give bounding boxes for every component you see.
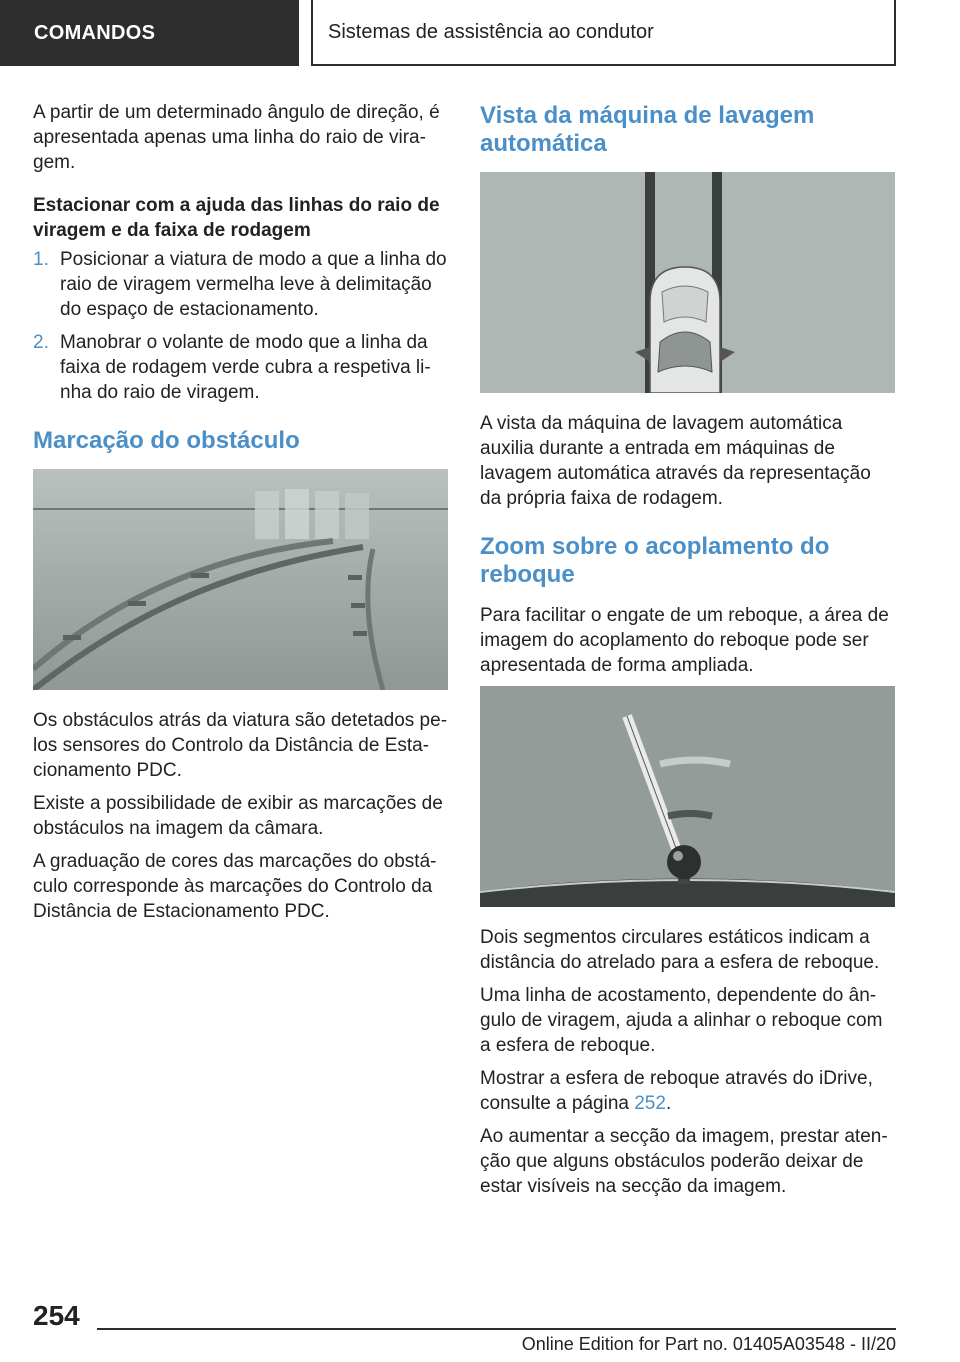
step-item	[33, 247, 448, 322]
obstacle-marking-illustration	[33, 469, 448, 690]
zoom-paragraph-3: Uma linha de acostamento, dependente do ângulo de viragem, ajuda a alinhar o reboque com a esfera de reboque.	[480, 985, 883, 1056]
footer-edition: Online Edition for Part no. 01405A03548 - II/20	[521, 1334, 896, 1354]
zoom-paragraph-4-end: .	[665, 1093, 672, 1114]
chapter-title: Sistemas de assistência ao condutor	[328, 20, 654, 43]
left-column	[33, 100, 448, 932]
obstacle-paragraph-2: Existe a possibilidade de exibir as marcações de obstáculos na imagem da câmara.	[33, 793, 443, 839]
tow-hitch-zoom-illustration	[480, 686, 895, 907]
carwash-view-illustration	[480, 172, 895, 393]
step-text: Manobrar o volante de modo que a linha da faixa de rodagem verde cubra a respetiva linha do raio de viragem.	[60, 332, 431, 403]
page-reference-link[interactable]: 252	[634, 1093, 666, 1114]
zoom-paragraph-4-text: Mostrar a esfera de reboque através do iDrive, consulte a página	[480, 1068, 873, 1114]
right-column	[480, 100, 895, 1207]
obstacle-paragraph-1: Os obstáculos atrás da viatura são detetados pelos sensores do Controlo da Distância de Estacionamento PDC.	[33, 710, 448, 781]
section-tab	[0, 0, 299, 66]
chapter-header	[311, 0, 896, 66]
zoom-paragraph-2: Dois segmentos circulares estáticos indicam a distância do atrelado para a esfera de reboque.	[480, 927, 880, 973]
carwash-paragraph: A vista da máquina de lavagem automática auxilia durante a entrada em máquinas de lavagem automática através da representação da própria faixa de rodagem.	[480, 413, 871, 509]
step-number: 2.	[33, 332, 49, 353]
step-number: 1.	[33, 249, 49, 270]
zoom-paragraph-1: Para facilitar o engate de um reboque, a área de imagem do acoplamento do reboque pode ser apresentada de forma ampliada.	[480, 605, 889, 676]
parking-subheading: Estacionar com a ajuda das linhas do raio de viragem e da faixa de rodagem	[33, 195, 440, 241]
page-number: 254	[33, 1300, 80, 1331]
intro-paragraph: A partir de um determinado ângulo de direção, é apresentada apenas uma linha do raio de viragem.	[33, 102, 440, 173]
zoom-paragraph-5: Ao aumentar a secção da imagem, prestar atenção que alguns obstáculos poderão deixar de estar visíveis na secção da imagem.	[480, 1126, 888, 1197]
section-label: COMANDOS	[34, 21, 156, 44]
obstacle-heading: Marcação do obstáculo	[33, 427, 300, 454]
carwash-heading: Vista da máquina de lavagem automática	[480, 102, 815, 157]
footer-divider	[97, 1328, 896, 1330]
step-text: Posicionar a viatura de modo a que a linha do raio de viragem vermelha leve à delimitação do espaço de estacionamento.	[60, 249, 447, 320]
step-item	[33, 330, 448, 405]
zoom-heading: Zoom sobre o acoplamento do reboque	[480, 533, 830, 588]
obstacle-paragraph-3: A graduação de cores das marcações do obstáculo corresponde às marcações do Controlo da Distância de Estacionamento PDC.	[33, 851, 437, 922]
zoom-paragraph-4	[480, 1066, 895, 1116]
